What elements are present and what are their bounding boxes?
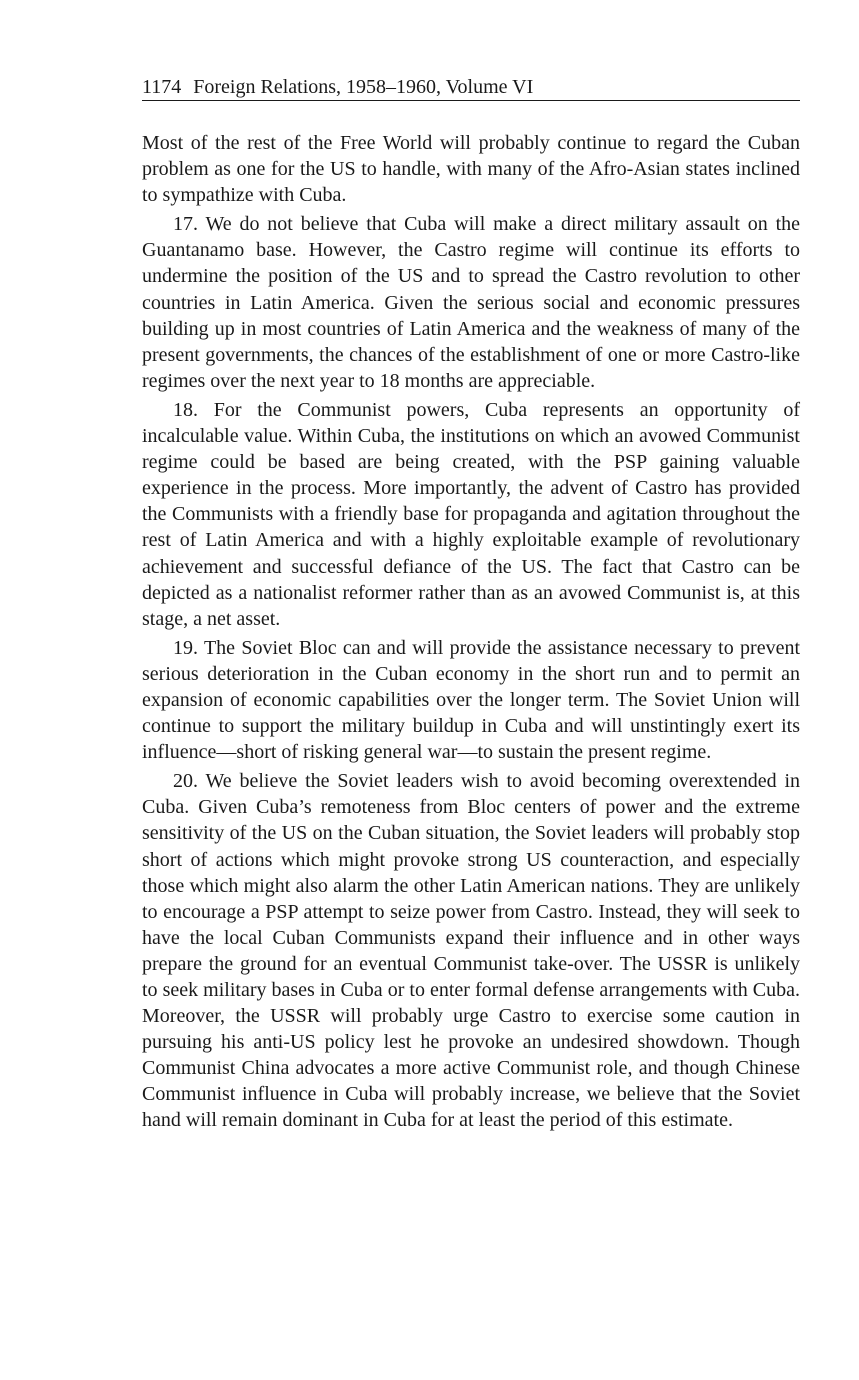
body-text bbox=[142, 130, 800, 1134]
paragraph-text: We do not believe that Cuba will make a direct military assault on the Guantanamo base. However, the Castro regime will continue its efforts to undermine the position of the US and to spread the Castro revolution to other countries in Latin America. Given the serious social and economic pressures building up in most countries of Latin America and the weakness of many of the present governments, the chances of the establishment of one or more Castro-like regimes over the next year to 18 months are appreciable. bbox=[142, 213, 800, 392]
paragraph-continued bbox=[142, 130, 800, 208]
paragraph-text: We believe the Soviet leaders wish to avoid becoming overextended in Cuba. Given Cuba’s remoteness from Bloc centers of power and the extreme sensitivity of the US on the Cuban situation, the Soviet leaders will probably stop short of actions which might provoke strong US counteraction, and especially those which might also alarm the other Latin American nations. They are unlikely to encourage a PSP attempt to seize power from Castro. Instead, they will seek to have the local Cuban Communists expand their influence and in other ways prepare the ground for an eventual Communist take-over. The USSR is unlikely to seek military bases in Cuba or to enter formal defense arrangements with Cuba. Moreover, the USSR will probably urge Castro to exercise some caution in pursuing his anti-US policy lest he provoke an undesired showdown. Though Communist China advocates a more active Communist role, and though Chinese Communist influence in Cuba will probably increase, we believe that the Soviet hand will remain dominant in Cuba for at least the period of this estimate. bbox=[142, 770, 801, 1132]
page-number: 1174 bbox=[142, 76, 182, 98]
paragraph-18 bbox=[142, 397, 800, 632]
paragraph-text: For the Communist powers, Cuba represents an opportunity of incalculable value. Within Cuba, the institutions on which an avowed Communist regime could be based are being created, with the PSP gaining valuable experience in the process. More importantly, the advent of Castro has provided the Communists with a friendly base for propaganda and agitation throughout the rest of Latin America and with a highly exploitable example of revolutionary achievement and successful defiance of the US. The fact that Castro can be depicted as a nationalist reformer rather than as an avowed Communist is, at this stage, a net asset. bbox=[142, 398, 801, 630]
paragraph-text: The Soviet Bloc can and will provide the assistance necessary to prevent serious deterioration in the Cuban economy in the short run and to permit an expansion of economic capabilities over the longer term. The Soviet Union will continue to support the military buildup in Cuba and will unstintingly exert its influence—short of risking general war—to sustain the present regime. bbox=[142, 636, 801, 764]
paragraph-number: 20. bbox=[173, 770, 198, 793]
document-page bbox=[142, 74, 800, 1134]
running-header bbox=[142, 74, 800, 101]
paragraph-text: Most of the rest of the Free World will probably continue to regard the Cuban problem as one for the US to handle, with many of the Afro-Asian states inclined to sympathize with Cuba. bbox=[142, 132, 800, 207]
paragraph-number: 17. bbox=[173, 213, 198, 236]
paragraph-20 bbox=[142, 768, 800, 1133]
paragraph-number: 18. bbox=[173, 398, 198, 421]
paragraph-number: 19. bbox=[173, 636, 198, 659]
paragraph-17 bbox=[142, 211, 800, 394]
paragraph-19 bbox=[142, 635, 800, 765]
running-header-title: Foreign Relations, 1958–1960, Volume VI bbox=[193, 76, 534, 98]
